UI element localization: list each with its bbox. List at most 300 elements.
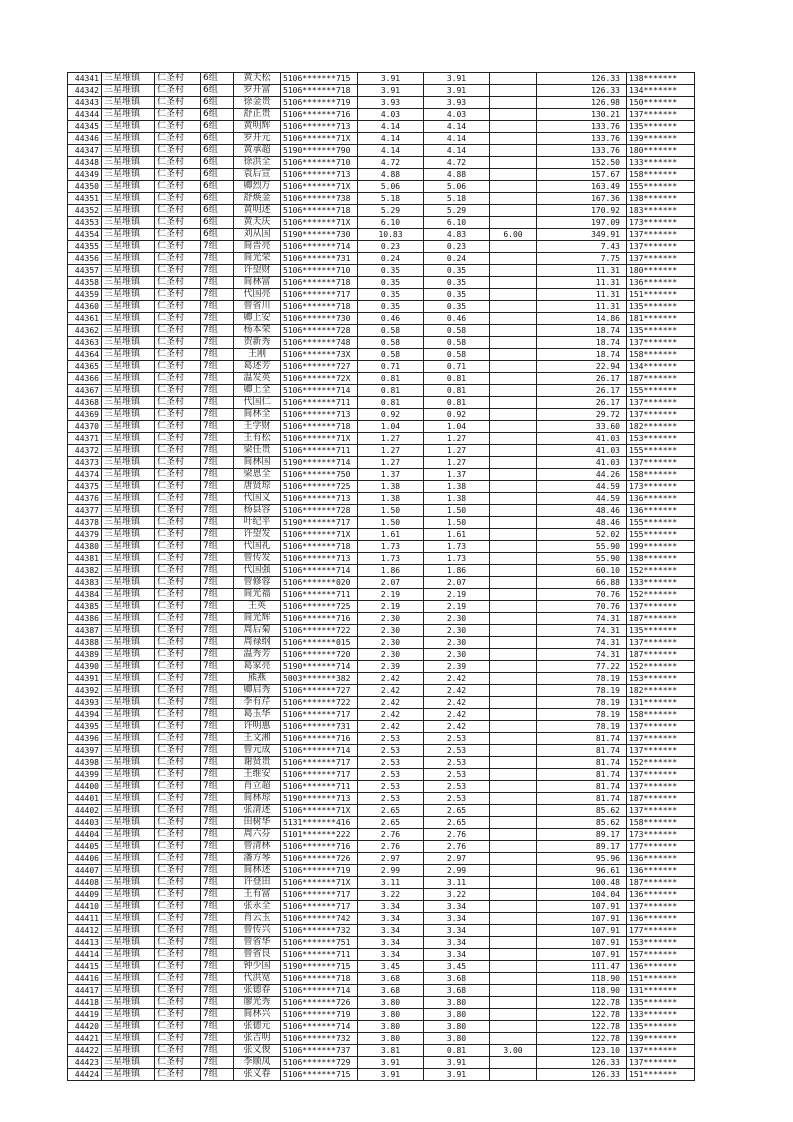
town-cell: 三星堆镇 xyxy=(102,217,155,229)
row-number: 44365 xyxy=(68,361,102,373)
group-cell: 6组 xyxy=(201,73,234,85)
name-cell: 张永全 xyxy=(234,901,281,913)
table-row xyxy=(68,553,695,565)
area-total-cell: 1.37 xyxy=(358,469,424,481)
group-cell: 7组 xyxy=(201,1021,234,1033)
id-card-cell: 5106*******718 xyxy=(281,85,358,97)
village-cell: 仁圣村 xyxy=(155,1021,201,1033)
area-b-cell xyxy=(490,841,537,853)
amount-cell: 81.74 xyxy=(537,769,627,781)
phone-cell: 199******* xyxy=(627,541,695,553)
amount-cell: 100.48 xyxy=(537,877,627,889)
area-b-cell xyxy=(490,97,537,109)
area-total-cell: 2.97 xyxy=(358,853,424,865)
town-cell: 三星堆镇 xyxy=(102,385,155,397)
id-card-cell: 5106*******711 xyxy=(281,445,358,457)
area-b-cell xyxy=(490,385,537,397)
phone-cell: 137******* xyxy=(627,637,695,649)
amount-cell: 197.09 xyxy=(537,217,627,229)
village-cell: 仁圣村 xyxy=(155,949,201,961)
table-row xyxy=(68,121,695,133)
area-b-cell xyxy=(490,901,537,913)
town-cell: 三星堆镇 xyxy=(102,277,155,289)
town-cell: 三星堆镇 xyxy=(102,997,155,1009)
area-total-cell: 2.53 xyxy=(358,757,424,769)
row-number: 44373 xyxy=(68,457,102,469)
town-cell: 三星堆镇 xyxy=(102,289,155,301)
town-cell: 三星堆镇 xyxy=(102,1069,155,1081)
group-cell: 7组 xyxy=(201,457,234,469)
row-number: 44375 xyxy=(68,481,102,493)
id-card-cell: 5106*******710 xyxy=(281,157,358,169)
area-b-cell xyxy=(490,577,537,589)
row-number: 44354 xyxy=(68,229,102,241)
area-a-cell: 5.18 xyxy=(424,193,490,205)
village-cell: 仁圣村 xyxy=(155,121,201,133)
amount-cell: 29.72 xyxy=(537,409,627,421)
group-cell: 7组 xyxy=(201,877,234,889)
amount-cell: 349.91 xyxy=(537,229,627,241)
group-cell: 7组 xyxy=(201,445,234,457)
village-cell: 仁圣村 xyxy=(155,1009,201,1021)
amount-cell: 70.76 xyxy=(537,589,627,601)
area-b-cell xyxy=(490,265,537,277)
area-a-cell: 0.35 xyxy=(424,277,490,289)
name-cell: 张德春 xyxy=(234,985,281,997)
area-a-cell: 3.34 xyxy=(424,901,490,913)
area-total-cell: 0.35 xyxy=(358,301,424,313)
area-a-cell: 2.53 xyxy=(424,769,490,781)
group-cell: 7组 xyxy=(201,625,234,637)
amount-cell: 167.36 xyxy=(537,193,627,205)
town-cell: 三星堆镇 xyxy=(102,541,155,553)
area-total-cell: 2.19 xyxy=(358,589,424,601)
group-cell: 7组 xyxy=(201,637,234,649)
area-b-cell xyxy=(490,589,537,601)
area-a-cell: 2.76 xyxy=(424,829,490,841)
row-number: 44397 xyxy=(68,745,102,757)
group-cell: 7组 xyxy=(201,613,234,625)
name-cell: 曾传兴 xyxy=(234,925,281,937)
id-card-cell: 5106*******717 xyxy=(281,289,358,301)
area-a-cell: 0.35 xyxy=(424,289,490,301)
area-b-cell xyxy=(490,517,537,529)
town-cell: 三星堆镇 xyxy=(102,973,155,985)
area-a-cell: 2.07 xyxy=(424,577,490,589)
name-cell: 杨本荣 xyxy=(234,325,281,337)
town-cell: 三星堆镇 xyxy=(102,757,155,769)
phone-cell: 158******* xyxy=(627,469,695,481)
name-cell: 廖光秀 xyxy=(234,997,281,1009)
table-row xyxy=(68,961,695,973)
town-cell: 三星堆镇 xyxy=(102,409,155,421)
id-card-cell: 5106*******719 xyxy=(281,97,358,109)
row-number: 44342 xyxy=(68,85,102,97)
phone-cell: 133******* xyxy=(627,157,695,169)
id-card-cell: 5003*******382 xyxy=(281,673,358,685)
name-cell: 葛玉华 xyxy=(234,709,281,721)
town-cell: 三星堆镇 xyxy=(102,925,155,937)
village-cell: 仁圣村 xyxy=(155,757,201,769)
group-cell: 7组 xyxy=(201,961,234,973)
id-card-cell: 5190*******790 xyxy=(281,145,358,157)
group-cell: 7组 xyxy=(201,949,234,961)
amount-cell: 18.74 xyxy=(537,337,627,349)
town-cell: 三星堆镇 xyxy=(102,613,155,625)
row-number: 44423 xyxy=(68,1057,102,1069)
amount-cell: 118.90 xyxy=(537,985,627,997)
area-a-cell: 3.80 xyxy=(424,1021,490,1033)
area-b-cell xyxy=(490,949,537,961)
area-b-cell xyxy=(490,169,537,181)
phone-cell: 187******* xyxy=(627,877,695,889)
town-cell: 三星堆镇 xyxy=(102,745,155,757)
amount-cell: 14.86 xyxy=(537,313,627,325)
group-cell: 7组 xyxy=(201,349,234,361)
row-number: 44366 xyxy=(68,373,102,385)
amount-cell: 77.22 xyxy=(537,661,627,673)
area-total-cell: 0.46 xyxy=(358,313,424,325)
area-a-cell: 4.83 xyxy=(424,229,490,241)
group-cell: 6组 xyxy=(201,97,234,109)
amount-cell: 11.31 xyxy=(537,265,627,277)
row-number: 44403 xyxy=(68,817,102,829)
table-row xyxy=(68,889,695,901)
phone-cell: 173******* xyxy=(627,829,695,841)
name-cell: 温发英 xyxy=(234,373,281,385)
id-card-cell: 5106*******725 xyxy=(281,601,358,613)
group-cell: 7组 xyxy=(201,829,234,841)
area-total-cell: 0.35 xyxy=(358,289,424,301)
area-total-cell: 0.35 xyxy=(358,277,424,289)
table-row xyxy=(68,493,695,505)
area-a-cell: 3.68 xyxy=(424,985,490,997)
phone-cell: 137******* xyxy=(627,409,695,421)
area-total-cell: 3.11 xyxy=(358,877,424,889)
row-number: 44364 xyxy=(68,349,102,361)
town-cell: 三星堆镇 xyxy=(102,829,155,841)
town-cell: 三星堆镇 xyxy=(102,721,155,733)
town-cell: 三星堆镇 xyxy=(102,817,155,829)
area-b-cell xyxy=(490,709,537,721)
area-a-cell: 0.81 xyxy=(424,385,490,397)
id-card-cell: 5106*******71X xyxy=(281,877,358,889)
group-cell: 7组 xyxy=(201,889,234,901)
amount-cell: 55.90 xyxy=(537,553,627,565)
phone-cell: 173******* xyxy=(627,481,695,493)
name-cell: 罗开元 xyxy=(234,133,281,145)
group-cell: 7组 xyxy=(201,361,234,373)
amount-cell: 104.04 xyxy=(537,889,627,901)
group-cell: 7组 xyxy=(201,325,234,337)
area-a-cell: 1.37 xyxy=(424,469,490,481)
village-cell: 仁圣村 xyxy=(155,85,201,97)
group-cell: 7组 xyxy=(201,289,234,301)
area-total-cell: 0.81 xyxy=(358,373,424,385)
area-total-cell: 4.14 xyxy=(358,133,424,145)
area-b-cell xyxy=(490,373,537,385)
town-cell: 三星堆镇 xyxy=(102,649,155,661)
area-a-cell: 1.86 xyxy=(424,565,490,577)
amount-cell: 52.02 xyxy=(537,529,627,541)
village-cell: 仁圣村 xyxy=(155,553,201,565)
area-total-cell: 2.42 xyxy=(358,697,424,709)
amount-cell: 107.91 xyxy=(537,925,627,937)
area-b-cell xyxy=(490,805,537,817)
town-cell: 三星堆镇 xyxy=(102,877,155,889)
area-a-cell: 2.42 xyxy=(424,709,490,721)
id-card-cell: 5106*******713 xyxy=(281,553,358,565)
village-cell: 仁圣村 xyxy=(155,781,201,793)
area-total-cell: 2.39 xyxy=(358,661,424,673)
id-card-cell: 5106*******717 xyxy=(281,757,358,769)
amount-cell: 26.17 xyxy=(537,373,627,385)
table-row xyxy=(68,697,695,709)
area-a-cell: 3.45 xyxy=(424,961,490,973)
village-cell: 仁圣村 xyxy=(155,349,201,361)
town-cell: 三星堆镇 xyxy=(102,457,155,469)
area-total-cell: 2.53 xyxy=(358,769,424,781)
area-a-cell: 0.35 xyxy=(424,265,490,277)
village-cell: 仁圣村 xyxy=(155,769,201,781)
id-card-cell: 5106*******718 xyxy=(281,205,358,217)
row-number: 44345 xyxy=(68,121,102,133)
table-row xyxy=(68,373,695,385)
row-number: 44343 xyxy=(68,97,102,109)
table-row xyxy=(68,241,695,253)
row-number: 44360 xyxy=(68,301,102,313)
area-b-cell xyxy=(490,109,537,121)
id-card-cell: 5190*******714 xyxy=(281,661,358,673)
table-row xyxy=(68,181,695,193)
row-number: 44418 xyxy=(68,997,102,1009)
phone-cell: 135******* xyxy=(627,625,695,637)
area-a-cell: 3.80 xyxy=(424,997,490,1009)
village-cell: 仁圣村 xyxy=(155,289,201,301)
village-cell: 仁圣村 xyxy=(155,277,201,289)
phone-cell: 139******* xyxy=(627,1033,695,1045)
area-a-cell: 2.42 xyxy=(424,697,490,709)
area-a-cell: 4.14 xyxy=(424,121,490,133)
row-number: 44411 xyxy=(68,913,102,925)
area-b-cell xyxy=(490,145,537,157)
id-card-cell: 5106*******731 xyxy=(281,721,358,733)
id-card-cell: 5106*******71X xyxy=(281,805,358,817)
name-cell: 代国仁 xyxy=(234,397,281,409)
area-b-cell xyxy=(490,745,537,757)
row-number: 44387 xyxy=(68,625,102,637)
table-row xyxy=(68,505,695,517)
phone-cell: 177******* xyxy=(627,841,695,853)
area-b-cell xyxy=(490,409,537,421)
phone-cell: 187******* xyxy=(627,793,695,805)
id-card-cell: 5106*******718 xyxy=(281,421,358,433)
amount-cell: 81.74 xyxy=(537,793,627,805)
amount-cell: 111.47 xyxy=(537,961,627,973)
area-total-cell: 2.53 xyxy=(358,733,424,745)
group-cell: 7组 xyxy=(201,601,234,613)
area-a-cell: 2.65 xyxy=(424,805,490,817)
table-row xyxy=(68,229,695,241)
amount-cell: 33.60 xyxy=(537,421,627,433)
area-total-cell: 1.50 xyxy=(358,517,424,529)
row-number: 44399 xyxy=(68,769,102,781)
row-number: 44412 xyxy=(68,925,102,937)
table-row xyxy=(68,637,695,649)
id-card-cell: 5106*******738 xyxy=(281,193,358,205)
name-cell: 王有松 xyxy=(234,433,281,445)
group-cell: 7组 xyxy=(201,733,234,745)
row-number: 44378 xyxy=(68,517,102,529)
village-cell: 仁圣村 xyxy=(155,997,201,1009)
town-cell: 三星堆镇 xyxy=(102,577,155,589)
row-number: 44341 xyxy=(68,73,102,85)
row-number: 44421 xyxy=(68,1033,102,1045)
town-cell: 三星堆镇 xyxy=(102,253,155,265)
amount-cell: 48.46 xyxy=(537,517,627,529)
area-total-cell: 2.76 xyxy=(358,829,424,841)
phone-cell: 131******* xyxy=(627,985,695,997)
table-row xyxy=(68,1009,695,1021)
group-cell: 6组 xyxy=(201,145,234,157)
table-row xyxy=(68,1057,695,1069)
row-number: 44389 xyxy=(68,649,102,661)
area-b-cell xyxy=(490,541,537,553)
amount-cell: 11.31 xyxy=(537,277,627,289)
town-cell: 三星堆镇 xyxy=(102,85,155,97)
village-cell: 仁圣村 xyxy=(155,397,201,409)
area-total-cell: 1.27 xyxy=(358,433,424,445)
amount-cell: 41.03 xyxy=(537,445,627,457)
amount-cell: 66.88 xyxy=(537,577,627,589)
group-cell: 7组 xyxy=(201,1045,234,1057)
name-cell: 王英 xyxy=(234,601,281,613)
row-number: 44362 xyxy=(68,325,102,337)
id-card-cell: 5106*******73X xyxy=(281,349,358,361)
area-a-cell: 3.80 xyxy=(424,1033,490,1045)
phone-cell: 153******* xyxy=(627,673,695,685)
area-b-cell xyxy=(490,493,537,505)
id-card-cell: 5106*******751 xyxy=(281,937,358,949)
phone-cell: 137******* xyxy=(627,397,695,409)
id-card-cell: 5106*******718 xyxy=(281,277,358,289)
row-number: 44349 xyxy=(68,169,102,181)
group-cell: 7组 xyxy=(201,853,234,865)
amount-cell: 123.10 xyxy=(537,1045,627,1057)
area-b-cell xyxy=(490,217,537,229)
group-cell: 7组 xyxy=(201,817,234,829)
area-a-cell: 3.91 xyxy=(424,1057,490,1069)
table-row xyxy=(68,421,695,433)
area-a-cell: 0.81 xyxy=(424,373,490,385)
group-cell: 7组 xyxy=(201,1069,234,1081)
name-cell: 代国强 xyxy=(234,565,281,577)
group-cell: 6组 xyxy=(201,217,234,229)
area-a-cell: 1.38 xyxy=(424,481,490,493)
amount-cell: 41.03 xyxy=(537,457,627,469)
row-number: 44344 xyxy=(68,109,102,121)
name-cell: 曾清林 xyxy=(234,841,281,853)
area-total-cell: 1.27 xyxy=(358,457,424,469)
id-card-cell: 5106*******714 xyxy=(281,985,358,997)
village-cell: 仁圣村 xyxy=(155,649,201,661)
group-cell: 7组 xyxy=(201,529,234,541)
amount-cell: 78.19 xyxy=(537,685,627,697)
amount-cell: 122.78 xyxy=(537,1033,627,1045)
id-card-cell: 5106*******71X xyxy=(281,217,358,229)
amount-cell: 26.17 xyxy=(537,397,627,409)
phone-cell: 133******* xyxy=(627,1009,695,1021)
town-cell: 三星堆镇 xyxy=(102,265,155,277)
id-card-cell: 5106*******713 xyxy=(281,121,358,133)
amount-cell: 133.76 xyxy=(537,133,627,145)
town-cell: 三星堆镇 xyxy=(102,433,155,445)
area-a-cell: 4.88 xyxy=(424,169,490,181)
village-cell: 仁圣村 xyxy=(155,241,201,253)
group-cell: 7组 xyxy=(201,241,234,253)
row-number: 44392 xyxy=(68,685,102,697)
area-b-cell xyxy=(490,637,537,649)
name-cell: 梁恩全 xyxy=(234,469,281,481)
area-total-cell: 3.93 xyxy=(358,97,424,109)
area-b-cell xyxy=(490,433,537,445)
row-number: 44377 xyxy=(68,505,102,517)
group-cell: 7组 xyxy=(201,385,234,397)
phone-cell: 136******* xyxy=(627,961,695,973)
table-row xyxy=(68,397,695,409)
town-cell: 三星堆镇 xyxy=(102,937,155,949)
id-card-cell: 5106*******722 xyxy=(281,697,358,709)
row-number: 44422 xyxy=(68,1045,102,1057)
town-cell: 三星堆镇 xyxy=(102,157,155,169)
row-number: 44402 xyxy=(68,805,102,817)
name-cell: 王刚 xyxy=(234,349,281,361)
amount-cell: 130.21 xyxy=(537,109,627,121)
town-cell: 三星堆镇 xyxy=(102,229,155,241)
table-row xyxy=(68,937,695,949)
id-card-cell: 5106*******716 xyxy=(281,733,358,745)
area-b-cell xyxy=(490,289,537,301)
table-row xyxy=(68,301,695,313)
name-cell: 简光福 xyxy=(234,589,281,601)
id-card-cell: 5106*******713 xyxy=(281,169,358,181)
group-cell: 6组 xyxy=(201,205,234,217)
id-card-cell: 5106*******711 xyxy=(281,589,358,601)
village-cell: 仁圣村 xyxy=(155,409,201,421)
area-a-cell: 1.61 xyxy=(424,529,490,541)
phone-cell: 182******* xyxy=(627,421,695,433)
area-total-cell: 5.29 xyxy=(358,205,424,217)
area-b-cell xyxy=(490,997,537,1009)
table-row xyxy=(68,997,695,1009)
area-a-cell: 2.53 xyxy=(424,745,490,757)
amount-cell: 122.78 xyxy=(537,1021,627,1033)
name-cell: 曾传发 xyxy=(234,553,281,565)
amount-cell: 126.33 xyxy=(537,1069,627,1081)
town-cell: 三星堆镇 xyxy=(102,145,155,157)
town-cell: 三星堆镇 xyxy=(102,109,155,121)
name-cell: 刘从国 xyxy=(234,229,281,241)
phone-cell: 137******* xyxy=(627,901,695,913)
area-a-cell: 2.97 xyxy=(424,853,490,865)
phone-cell: 136******* xyxy=(627,889,695,901)
table-row xyxy=(68,253,695,265)
table-row xyxy=(68,1069,695,1081)
name-cell: 王维安 xyxy=(234,769,281,781)
town-cell: 三星堆镇 xyxy=(102,361,155,373)
area-total-cell: 3.68 xyxy=(358,973,424,985)
village-cell: 仁圣村 xyxy=(155,133,201,145)
